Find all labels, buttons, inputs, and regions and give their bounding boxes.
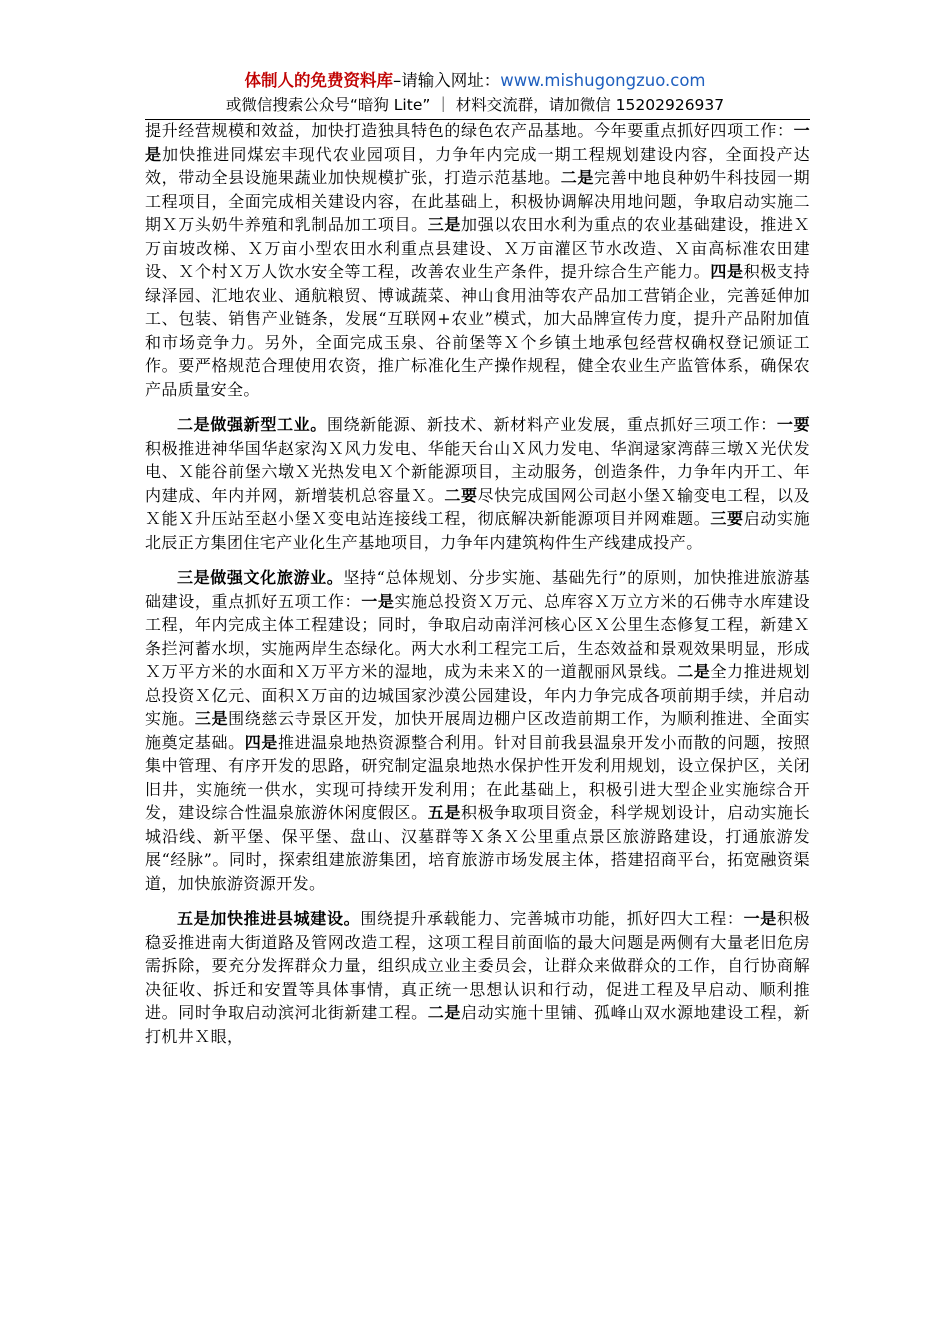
item-marker: 一要 [776,415,810,434]
paragraph-agriculture [145,119,810,401]
text: 尽快完成国网公司赵小堡Ｘ输变电工程，以及Ｘ能Ｘ升压站至赵小堡Ｘ变电站连接线工程，彻底解决新能源项目并网难题。 [145,485,810,528]
item-marker: 二是 [560,168,595,187]
item-marker: 五是 [427,803,461,822]
text: 加强以农田水利为重点的农业基础建设，推进Ｘ万亩坡改梯、Ｘ万亩小型农田水利重点县建设、Ｘ万亩灌区节水改造、Ｘ亩高标准农田建设、Ｘ个村Ｘ万人饮水安全等工程，改善农业生产条件，提升综合生产能力。 [145,215,810,281]
item-marker: 一是 [743,909,777,928]
paragraph-industry [145,413,810,554]
item-marker: 二是 [677,662,711,681]
page-header [0,70,950,116]
text: 提升经营规模和效益，加快打造独具特色的绿色农产品基地。今年要重点抓好四项工作： [145,121,794,140]
text: 坚持“总体规划、分步实施、基础先行”的原则，加快推进旅游基础建设，重点抓好五项工作： [145,568,810,611]
item-marker: 四是 [710,262,744,281]
text: 积极推进神华国华赵家沟Ｘ风力发电、华能天台山Ｘ风力发电、华润逯家湾薛三墩Ｘ光伏发电、Ｘ能谷前堡六墩Ｘ光热发电Ｘ个新能源项目，主动服务，创造条件，力争年内开工、年内建成、年内并网，新增装机总容量Ｘ。 [145,438,810,505]
item-marker: 二要 [444,485,478,505]
document-body [145,119,810,1060]
text: 完善中地良种奶牛科技园一期工程项目，全面完成相关建设内容，在此基础上，积极协调解决用地问题，争取启动实施二期Ｘ万头奶牛养殖和乳制品加工项目。 [145,168,810,234]
section-heading: 五是加快推进县城建设。 [177,909,361,928]
item-marker: 二是 [427,1003,461,1022]
text: 启动实施十里铺、孤峰山双水源地建设工程，新打机井Ｘ眼， [145,1003,810,1046]
paragraph-tourism [145,566,810,895]
text: 积极支持绿泽园、汇地农业、通航粮贸、博诚蔬菜、神山食用油等农产品加工营销企业，完善延伸加工、包装、销售产业链条，发展“互联网+农业”模式，加大品牌宣传力度，提升产品附加值和市场竞争力。另外，全面完成玉泉、谷前堡等Ｘ个乡镇土地承包经营权确权登记颁证工作。要严格规范合理使用农资，推广标准化生产操作规程，健全农业生产监管体系，确保农产品质量安全。 [145,262,810,399]
text: 围绕新能源、新技术、新材料产业发展，重点抓好三项工作： [326,415,777,434]
item-marker: 三是 [427,215,461,234]
text: 推进温泉地热资源整合利用。针对目前我县温泉开发小而散的问题，按照集中管理、有序开发的思路，研究制定温泉地热水保护性开发利用规划，设立保护区，关闭旧井，实施统一供水，实现可持续开发利用；在此基础上，积极引进大型企业实施综合开发，建设综合性温泉旅游休闲度假区。 [145,732,810,822]
item-marker: 三要 [710,509,744,528]
text: 积极争取项目资金，科学规划设计，启动实施长城沿线、新平堡、保平堡、盘山、汉墓群等Ｘ条Ｘ公里重点景区旅游路建设，打通旅游发展“经脉”。同时，探索组建旅游集团，培育旅游市场发展主体，搭建招商平台，拓宽融资渠道，加快旅游资源开发。 [145,803,810,893]
item-marker: 一是 [361,591,395,611]
header-line-1 [0,70,950,92]
text: 启动实施北辰正方集团住宅产业化生产基地项目，力争年内建筑构件生产线建成投产。 [145,509,810,552]
text: 加快推进同煤宏丰现代农业园项目，力争年内完成一期工程规划建设内容，全面投产达效，带动全县设施果蔬业加快规模扩张，打造示范基地。 [145,144,811,187]
url-prompt: –请输入网址： [392,71,501,90]
header-line-2: 或微信搜索公众号“暗狗 Lite” ｜ 材料交流群，请加微信 15202926937 [225,96,725,114]
text: 全力推进规划总投资Ｘ亿元、面积Ｘ万亩的边城国家沙漠公园建设，年内力争完成各项前期手续，并启动实施。 [145,662,810,728]
item-marker: 一是 [145,121,810,164]
text: 围绕提升承载能力、完善城市功能，抓好四大工程： [360,909,744,928]
section-heading: 二是做强新型工业。 [177,415,327,434]
text: 积极稳妥推进南大街道路及管网改造工程，这项工程目前面临的最大问题是两侧有大量老旧危房需拆除，要充分发挥群众力量，组织成立业主委员会，让群众来做群众的工作，自行协商解决征收、拆迁和安置等具体事情，真正统一思想认识和行动，促进工程及早启动、顺利推进。同时争取启动滨河北街新建工程。 [145,909,810,1022]
text: 围绕慈云寺景区开发，加快开展周边棚户区改造前期工作，为顺利推进、全面实施奠定基础。 [145,709,810,752]
site-name: 体制人的免费资料库 [244,71,393,90]
item-marker: 三是 [194,709,229,728]
site-url-link[interactable]: www.mishugongzuo.com [500,71,706,90]
text: 实施总投资Ｘ万元、总库容Ｘ万立方米的石佛寺水库建设工程，年内完成主体工程建设；同时，争取启动南洋河核心区Ｘ公里生态修复工程，新建Ｘ条拦河蓄水坝，实施两岸生态绿化。两大水利工程完工后，生态效益和景观效果明显，形成Ｘ万平方米的水面和Ｘ万平方米的湿地，成为未来Ｘ的一道靓丽风景线。 [145,591,810,681]
paragraph-county-construction [145,907,810,1048]
section-heading: 三是做强文化旅游业。 [177,568,344,587]
item-marker: 四是 [244,732,279,752]
